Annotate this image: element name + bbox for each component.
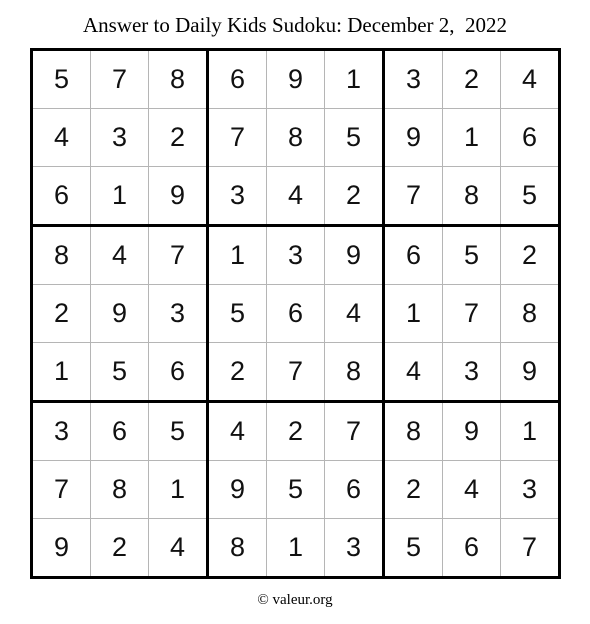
sudoku-cell: 4 (325, 285, 382, 342)
sudoku-box (33, 227, 206, 400)
sudoku-cell: 5 (33, 51, 90, 108)
sudoku-cell: 6 (325, 461, 382, 518)
sudoku-cell: 3 (149, 285, 206, 342)
sudoku-cell: 1 (91, 167, 148, 224)
sudoku-cell: 6 (149, 343, 206, 400)
sudoku-cell: 7 (33, 461, 90, 518)
sudoku-cell: 3 (443, 343, 500, 400)
sudoku-cell: 4 (149, 519, 206, 576)
sudoku-cell: 2 (385, 461, 442, 518)
sudoku-cell: 9 (33, 519, 90, 576)
sudoku-cell: 3 (91, 109, 148, 166)
sudoku-cell: 8 (91, 461, 148, 518)
sudoku-cell: 4 (443, 461, 500, 518)
sudoku-cell: 5 (385, 519, 442, 576)
sudoku-cell: 1 (33, 343, 90, 400)
sudoku-cell: 8 (501, 285, 558, 342)
sudoku-cell: 7 (91, 51, 148, 108)
sudoku-cell: 4 (501, 51, 558, 108)
sudoku-cell: 7 (443, 285, 500, 342)
sudoku-cell: 9 (325, 227, 382, 284)
sudoku-cell: 5 (443, 227, 500, 284)
sudoku-cell: 4 (385, 343, 442, 400)
sudoku-cell: 6 (267, 285, 324, 342)
sudoku-box (33, 403, 206, 576)
sudoku-cell: 2 (325, 167, 382, 224)
sudoku-cell: 9 (209, 461, 266, 518)
sudoku-cell: 1 (443, 109, 500, 166)
sudoku-cell: 6 (91, 403, 148, 460)
sudoku-cell: 3 (325, 519, 382, 576)
sudoku-cell: 8 (209, 519, 266, 576)
sudoku-cell: 5 (209, 285, 266, 342)
sudoku-cell: 9 (501, 343, 558, 400)
sudoku-cell: 8 (267, 109, 324, 166)
sudoku-cell: 5 (325, 109, 382, 166)
sudoku-cell: 1 (149, 461, 206, 518)
sudoku-cell: 8 (443, 167, 500, 224)
sudoku-cell: 3 (33, 403, 90, 460)
sudoku-cell: 2 (91, 519, 148, 576)
sudoku-cell: 2 (149, 109, 206, 166)
sudoku-cell: 1 (501, 403, 558, 460)
sudoku-cell: 1 (385, 285, 442, 342)
sudoku-cell: 9 (91, 285, 148, 342)
sudoku-cell: 5 (501, 167, 558, 224)
sudoku-board (30, 48, 561, 579)
sudoku-cell: 5 (149, 403, 206, 460)
sudoku-box (385, 227, 558, 400)
sudoku-cell: 8 (149, 51, 206, 108)
sudoku-cell: 9 (267, 51, 324, 108)
sudoku-box (385, 403, 558, 576)
sudoku-cell: 5 (267, 461, 324, 518)
sudoku-cell: 4 (33, 109, 90, 166)
sudoku-cell: 3 (267, 227, 324, 284)
sudoku-cell: 6 (443, 519, 500, 576)
sudoku-cell: 3 (209, 167, 266, 224)
sudoku-cell: 6 (209, 51, 266, 108)
sudoku-cell: 9 (149, 167, 206, 224)
sudoku-cell: 1 (209, 227, 266, 284)
sudoku-cell: 1 (267, 519, 324, 576)
sudoku-cell: 2 (33, 285, 90, 342)
sudoku-cell: 3 (385, 51, 442, 108)
sudoku-cell: 8 (325, 343, 382, 400)
page-title: Answer to Daily Kids Sudoku: December 2, 2022 (82, 13, 508, 37)
sudoku-cell: 4 (91, 227, 148, 284)
sudoku-cell: 7 (149, 227, 206, 284)
sudoku-cell: 7 (501, 519, 558, 576)
sudoku-box (209, 227, 382, 400)
sudoku-cell: 2 (267, 403, 324, 460)
sudoku-cell: 4 (267, 167, 324, 224)
sudoku-cell: 4 (209, 403, 266, 460)
sudoku-cell: 6 (385, 227, 442, 284)
sudoku-cell: 2 (443, 51, 500, 108)
sudoku-cell: 8 (33, 227, 90, 284)
sudoku-cell: 2 (209, 343, 266, 400)
sudoku-cell: 8 (385, 403, 442, 460)
sudoku-cell: 9 (385, 109, 442, 166)
sudoku-cell: 7 (267, 343, 324, 400)
sudoku-cell: 2 (501, 227, 558, 284)
sudoku-cell: 6 (501, 109, 558, 166)
copyright-footer: © valeur.org (257, 592, 333, 608)
sudoku-box (385, 51, 558, 224)
sudoku-cell: 7 (209, 109, 266, 166)
sudoku-box (209, 51, 382, 224)
sudoku-cell: 9 (443, 403, 500, 460)
sudoku-cell: 3 (501, 461, 558, 518)
sudoku-cell: 7 (385, 167, 442, 224)
sudoku-cell: 7 (325, 403, 382, 460)
sudoku-box (33, 51, 206, 224)
sudoku-cell: 1 (325, 51, 382, 108)
sudoku-cell: 6 (33, 167, 90, 224)
sudoku-box (209, 403, 382, 576)
sudoku-cell: 5 (91, 343, 148, 400)
